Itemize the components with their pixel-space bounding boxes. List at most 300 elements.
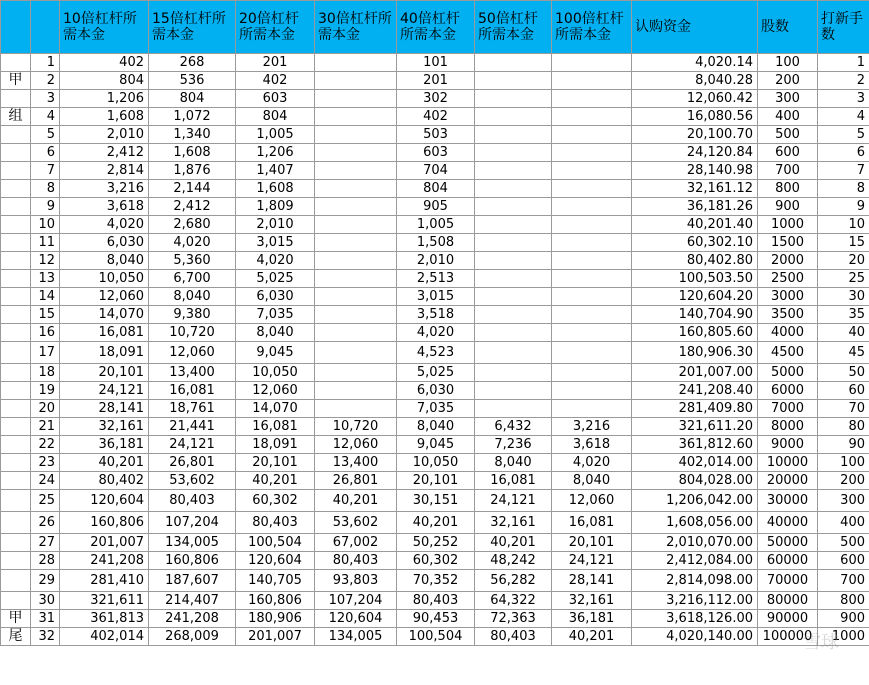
table-cell[interactable]: 7,035 — [397, 400, 475, 418]
table-cell[interactable]: 2,412 — [60, 144, 149, 162]
table-cell[interactable]: 8,040 — [397, 418, 475, 436]
table-cell[interactable]: 281,409.80 — [632, 400, 758, 418]
table-cell[interactable]: 18,091 — [236, 436, 315, 454]
table-cell[interactable]: 107,204 — [315, 592, 397, 610]
table-cell[interactable]: 80,403 — [149, 490, 236, 512]
table-cell[interactable]: 12,060 — [552, 490, 632, 512]
table-cell[interactable]: 3 — [818, 90, 869, 108]
table-cell[interactable]: 90,453 — [397, 610, 475, 628]
table-cell[interactable]: 8 — [818, 180, 869, 198]
table-cell[interactable]: 160,805.60 — [632, 324, 758, 342]
table-cell[interactable] — [315, 54, 397, 72]
group-label-cell[interactable]: 甲 — [1, 610, 31, 628]
table-cell[interactable]: 100 — [818, 454, 869, 472]
table-cell[interactable]: 20,100.70 — [632, 126, 758, 144]
table-cell[interactable] — [315, 216, 397, 234]
table-cell[interactable]: 3,216,112.00 — [632, 592, 758, 610]
table-cell[interactable]: 281,410 — [60, 570, 149, 592]
table-cell[interactable]: 100 — [758, 54, 818, 72]
table-cell[interactable]: 402,014 — [60, 628, 149, 646]
table-cell[interactable]: 50 — [818, 364, 869, 382]
table-cell[interactable]: 160,806 — [60, 512, 149, 534]
table-cell[interactable]: 120,604 — [315, 610, 397, 628]
table-cell[interactable]: 800 — [758, 180, 818, 198]
table-cell[interactable]: 2,010 — [236, 216, 315, 234]
table-cell[interactable] — [475, 306, 552, 324]
table-cell[interactable]: 9000 — [758, 436, 818, 454]
row-index-cell[interactable]: 32 — [31, 628, 60, 646]
table-cell[interactable]: 2 — [818, 72, 869, 90]
table-cell[interactable] — [475, 364, 552, 382]
table-cell[interactable]: 40,201 — [475, 534, 552, 552]
table-cell[interactable]: 50000 — [758, 534, 818, 552]
group-label-cell[interactable] — [1, 144, 31, 162]
header-cell[interactable]: 15倍杠杆所需本金 — [149, 1, 236, 54]
header-cell[interactable] — [31, 1, 60, 54]
table-cell[interactable]: 2,814 — [60, 162, 149, 180]
table-cell[interactable]: 201,007.00 — [632, 364, 758, 382]
table-cell[interactable]: 4,020 — [552, 454, 632, 472]
table-cell[interactable]: 53,602 — [149, 472, 236, 490]
table-cell[interactable]: 10,720 — [315, 418, 397, 436]
row-index-cell[interactable]: 7 — [31, 162, 60, 180]
table-cell[interactable]: 804 — [149, 90, 236, 108]
table-cell[interactable]: 1,809 — [236, 198, 315, 216]
table-cell[interactable]: 600 — [758, 144, 818, 162]
table-cell[interactable]: 1,206 — [60, 90, 149, 108]
table-cell[interactable]: 905 — [397, 198, 475, 216]
table-cell[interactable]: 4500 — [758, 342, 818, 364]
table-cell[interactable]: 2,680 — [149, 216, 236, 234]
group-label-cell[interactable]: 尾 — [1, 628, 31, 646]
table-cell[interactable] — [552, 54, 632, 72]
table-cell[interactable] — [475, 252, 552, 270]
row-index-cell[interactable]: 28 — [31, 552, 60, 570]
table-cell[interactable]: 1500 — [758, 234, 818, 252]
table-cell[interactable]: 201 — [236, 54, 315, 72]
header-cell[interactable]: 打新手数 — [818, 1, 869, 54]
table-cell[interactable] — [552, 180, 632, 198]
table-cell[interactable]: 600 — [818, 552, 869, 570]
table-cell[interactable] — [475, 126, 552, 144]
group-label-cell[interactable] — [1, 234, 31, 252]
table-cell[interactable] — [475, 72, 552, 90]
table-cell[interactable]: 10,050 — [397, 454, 475, 472]
table-cell[interactable]: 10 — [818, 216, 869, 234]
table-cell[interactable] — [475, 144, 552, 162]
table-cell[interactable]: 7,035 — [236, 306, 315, 324]
table-cell[interactable] — [552, 342, 632, 364]
table-cell[interactable]: 45 — [818, 342, 869, 364]
table-cell[interactable]: 30 — [818, 288, 869, 306]
table-cell[interactable]: 268,009 — [149, 628, 236, 646]
table-cell[interactable] — [315, 270, 397, 288]
table-cell[interactable] — [552, 72, 632, 90]
table-cell[interactable]: 24,121 — [60, 382, 149, 400]
table-cell[interactable]: 804 — [397, 180, 475, 198]
table-cell[interactable]: 40 — [818, 324, 869, 342]
table-cell[interactable]: 6,432 — [475, 418, 552, 436]
row-index-cell[interactable]: 18 — [31, 364, 60, 382]
table-cell[interactable]: 10,050 — [236, 364, 315, 382]
table-cell[interactable]: 67,002 — [315, 534, 397, 552]
table-cell[interactable]: 804 — [236, 108, 315, 126]
table-cell[interactable]: 14,070 — [236, 400, 315, 418]
table-cell[interactable]: 25 — [818, 270, 869, 288]
table-cell[interactable]: 241,208.40 — [632, 382, 758, 400]
table-cell[interactable]: 80 — [818, 418, 869, 436]
table-cell[interactable]: 20 — [818, 252, 869, 270]
table-cell[interactable] — [552, 364, 632, 382]
group-label-cell[interactable] — [1, 252, 31, 270]
table-cell[interactable] — [552, 126, 632, 144]
table-cell[interactable]: 2500 — [758, 270, 818, 288]
table-cell[interactable]: 536 — [149, 72, 236, 90]
table-cell[interactable]: 26,801 — [149, 454, 236, 472]
table-cell[interactable]: 1,608 — [236, 180, 315, 198]
row-index-cell[interactable]: 30 — [31, 592, 60, 610]
group-label-cell[interactable]: 组 — [1, 108, 31, 126]
group-label-cell[interactable]: 甲 — [1, 72, 31, 90]
table-cell[interactable]: 60,302 — [397, 552, 475, 570]
table-cell[interactable]: 241,208 — [60, 552, 149, 570]
table-cell[interactable]: 7,236 — [475, 436, 552, 454]
table-cell[interactable]: 3,518 — [397, 306, 475, 324]
table-cell[interactable]: 40,201 — [60, 454, 149, 472]
header-cell[interactable]: 100倍杠杆所需本金 — [552, 1, 632, 54]
table-cell[interactable]: 24,121 — [552, 552, 632, 570]
table-cell[interactable]: 3,618,126.00 — [632, 610, 758, 628]
table-cell[interactable]: 3500 — [758, 306, 818, 324]
table-cell[interactable] — [315, 252, 397, 270]
group-label-cell[interactable] — [1, 512, 31, 534]
table-cell[interactable]: 5,025 — [397, 364, 475, 382]
table-cell[interactable]: 1,608 — [60, 108, 149, 126]
table-cell[interactable]: 16,081 — [236, 418, 315, 436]
table-cell[interactable]: 9 — [818, 198, 869, 216]
table-cell[interactable]: 107,204 — [149, 512, 236, 534]
row-index-cell[interactable]: 6 — [31, 144, 60, 162]
table-cell[interactable]: 8,040.28 — [632, 72, 758, 90]
table-cell[interactable]: 402,014.00 — [632, 454, 758, 472]
row-index-cell[interactable]: 19 — [31, 382, 60, 400]
table-cell[interactable]: 3,618 — [552, 436, 632, 454]
table-cell[interactable]: 187,607 — [149, 570, 236, 592]
table-cell[interactable]: 700 — [818, 570, 869, 592]
header-cell[interactable]: 认购资金 — [632, 1, 758, 54]
table-cell[interactable] — [552, 162, 632, 180]
table-cell[interactable]: 100,504 — [236, 534, 315, 552]
table-cell[interactable] — [552, 216, 632, 234]
table-cell[interactable]: 80,402.80 — [632, 252, 758, 270]
table-cell[interactable] — [475, 234, 552, 252]
table-cell[interactable] — [315, 342, 397, 364]
table-cell[interactable] — [315, 234, 397, 252]
row-index-cell[interactable]: 31 — [31, 610, 60, 628]
table-cell[interactable]: 2,513 — [397, 270, 475, 288]
table-cell[interactable]: 400 — [758, 108, 818, 126]
table-cell[interactable]: 1,876 — [149, 162, 236, 180]
table-cell[interactable]: 80,403 — [315, 552, 397, 570]
table-cell[interactable]: 503 — [397, 126, 475, 144]
row-index-cell[interactable]: 22 — [31, 436, 60, 454]
table-cell[interactable]: 1,608,056.00 — [632, 512, 758, 534]
table-cell[interactable] — [475, 270, 552, 288]
table-cell[interactable]: 40,201 — [315, 490, 397, 512]
table-cell[interactable]: 28,141 — [60, 400, 149, 418]
table-cell[interactable]: 3,216 — [552, 418, 632, 436]
row-index-cell[interactable]: 8 — [31, 180, 60, 198]
table-cell[interactable]: 200 — [758, 72, 818, 90]
table-cell[interactable]: 32,161.12 — [632, 180, 758, 198]
table-cell[interactable]: 56,282 — [475, 570, 552, 592]
table-cell[interactable]: 1,206,042.00 — [632, 490, 758, 512]
table-cell[interactable]: 16,081 — [149, 382, 236, 400]
table-cell[interactable]: 8000 — [758, 418, 818, 436]
table-cell[interactable]: 40,201.40 — [632, 216, 758, 234]
row-index-cell[interactable]: 2 — [31, 72, 60, 90]
group-label-cell[interactable] — [1, 288, 31, 306]
table-cell[interactable] — [552, 198, 632, 216]
group-label-cell[interactable] — [1, 342, 31, 364]
table-cell[interactable]: 40,201 — [552, 628, 632, 646]
table-cell[interactable]: 36,181 — [552, 610, 632, 628]
table-cell[interactable] — [315, 382, 397, 400]
group-label-cell[interactable] — [1, 382, 31, 400]
table-cell[interactable]: 36,181.26 — [632, 198, 758, 216]
row-index-cell[interactable]: 16 — [31, 324, 60, 342]
table-cell[interactable] — [475, 382, 552, 400]
table-cell[interactable]: 2,010 — [397, 252, 475, 270]
table-cell[interactable]: 13,400 — [149, 364, 236, 382]
table-cell[interactable] — [315, 364, 397, 382]
table-cell[interactable]: 201 — [397, 72, 475, 90]
table-cell[interactable]: 321,611.20 — [632, 418, 758, 436]
table-cell[interactable] — [475, 162, 552, 180]
table-cell[interactable]: 13,400 — [315, 454, 397, 472]
table-cell[interactable]: 4,020 — [60, 216, 149, 234]
table-cell[interactable] — [552, 400, 632, 418]
table-cell[interactable]: 10000 — [758, 454, 818, 472]
table-cell[interactable]: 140,704.90 — [632, 306, 758, 324]
group-label-cell[interactable] — [1, 552, 31, 570]
table-cell[interactable] — [475, 54, 552, 72]
table-cell[interactable]: 201,007 — [236, 628, 315, 646]
table-cell[interactable]: 2,010,070.00 — [632, 534, 758, 552]
table-cell[interactable]: 14,070 — [60, 306, 149, 324]
table-cell[interactable]: 53,602 — [315, 512, 397, 534]
table-cell[interactable]: 1,072 — [149, 108, 236, 126]
table-cell[interactable] — [475, 288, 552, 306]
group-label-cell[interactable] — [1, 454, 31, 472]
table-cell[interactable]: 804,028.00 — [632, 472, 758, 490]
table-cell[interactable]: 3,216 — [60, 180, 149, 198]
row-index-cell[interactable]: 15 — [31, 306, 60, 324]
group-label-cell[interactable] — [1, 570, 31, 592]
table-cell[interactable]: 40,201 — [397, 512, 475, 534]
table-cell[interactable] — [475, 198, 552, 216]
table-cell[interactable]: 32,161 — [475, 512, 552, 534]
table-cell[interactable]: 400 — [818, 512, 869, 534]
table-cell[interactable]: 50,252 — [397, 534, 475, 552]
table-cell[interactable]: 402 — [236, 72, 315, 90]
table-cell[interactable]: 200 — [818, 472, 869, 490]
table-cell[interactable]: 4,020 — [236, 252, 315, 270]
table-cell[interactable]: 21,441 — [149, 418, 236, 436]
group-label-cell[interactable] — [1, 270, 31, 288]
table-cell[interactable]: 32,161 — [60, 418, 149, 436]
group-label-cell[interactable] — [1, 418, 31, 436]
table-cell[interactable]: 268 — [149, 54, 236, 72]
table-cell[interactable] — [552, 288, 632, 306]
group-label-cell[interactable] — [1, 54, 31, 72]
table-cell[interactable]: 10,050 — [60, 270, 149, 288]
table-cell[interactable] — [552, 270, 632, 288]
table-cell[interactable]: 120,604.20 — [632, 288, 758, 306]
header-cell[interactable]: 40倍杠杆所需本金 — [397, 1, 475, 54]
table-cell[interactable]: 120,604 — [60, 490, 149, 512]
table-cell[interactable]: 5,360 — [149, 252, 236, 270]
table-cell[interactable]: 18,761 — [149, 400, 236, 418]
table-cell[interactable]: 361,812.60 — [632, 436, 758, 454]
table-cell[interactable]: 6,030 — [236, 288, 315, 306]
table-cell[interactable] — [475, 90, 552, 108]
table-cell[interactable]: 16,081 — [475, 472, 552, 490]
table-cell[interactable]: 93,803 — [315, 570, 397, 592]
table-cell[interactable]: 4000 — [758, 324, 818, 342]
table-cell[interactable]: 700 — [758, 162, 818, 180]
row-index-cell[interactable]: 21 — [31, 418, 60, 436]
table-cell[interactable]: 70000 — [758, 570, 818, 592]
table-cell[interactable]: 60,302.10 — [632, 234, 758, 252]
table-cell[interactable]: 2,412 — [149, 198, 236, 216]
table-cell[interactable]: 800 — [818, 592, 869, 610]
header-cell[interactable]: 股数 — [758, 1, 818, 54]
table-cell[interactable]: 10,720 — [149, 324, 236, 342]
row-index-cell[interactable]: 23 — [31, 454, 60, 472]
table-cell[interactable]: 300 — [818, 490, 869, 512]
table-cell[interactable]: 2,010 — [60, 126, 149, 144]
group-label-cell[interactable] — [1, 364, 31, 382]
table-cell[interactable] — [315, 324, 397, 342]
table-cell[interactable]: 201,007 — [60, 534, 149, 552]
table-cell[interactable] — [475, 324, 552, 342]
table-cell[interactable]: 500 — [758, 126, 818, 144]
group-label-cell[interactable] — [1, 592, 31, 610]
table-cell[interactable] — [315, 90, 397, 108]
table-cell[interactable]: 60,302 — [236, 490, 315, 512]
group-label-cell[interactable] — [1, 126, 31, 144]
row-index-cell[interactable]: 14 — [31, 288, 60, 306]
table-cell[interactable]: 3,618 — [60, 198, 149, 216]
table-cell[interactable] — [315, 144, 397, 162]
table-cell[interactable]: 704 — [397, 162, 475, 180]
table-cell[interactable]: 402 — [397, 108, 475, 126]
row-index-cell[interactable]: 9 — [31, 198, 60, 216]
group-label-cell[interactable] — [1, 400, 31, 418]
table-cell[interactable]: 20,101 — [236, 454, 315, 472]
table-cell[interactable]: 8,040 — [236, 324, 315, 342]
table-cell[interactable]: 1,206 — [236, 144, 315, 162]
table-cell[interactable]: 2000 — [758, 252, 818, 270]
table-cell[interactable]: 18,091 — [60, 342, 149, 364]
table-cell[interactable]: 100,504 — [397, 628, 475, 646]
table-cell[interactable]: 3,015 — [236, 234, 315, 252]
row-index-cell[interactable]: 5 — [31, 126, 60, 144]
table-cell[interactable]: 302 — [397, 90, 475, 108]
table-cell[interactable]: 35 — [818, 306, 869, 324]
group-label-cell[interactable] — [1, 90, 31, 108]
table-cell[interactable]: 4,020.14 — [632, 54, 758, 72]
table-cell[interactable]: 60 — [818, 382, 869, 400]
table-cell[interactable] — [315, 162, 397, 180]
table-cell[interactable]: 16,080.56 — [632, 108, 758, 126]
table-cell[interactable]: 40000 — [758, 512, 818, 534]
table-cell[interactable] — [315, 288, 397, 306]
row-index-cell[interactable]: 3 — [31, 90, 60, 108]
table-cell[interactable]: 6,030 — [397, 382, 475, 400]
table-cell[interactable] — [552, 90, 632, 108]
table-cell[interactable]: 70 — [818, 400, 869, 418]
table-cell[interactable] — [475, 180, 552, 198]
table-cell[interactable]: 5000 — [758, 364, 818, 382]
row-index-cell[interactable]: 29 — [31, 570, 60, 592]
table-cell[interactable]: 180,906 — [236, 610, 315, 628]
table-cell[interactable]: 8,040 — [475, 454, 552, 472]
table-cell[interactable]: 214,407 — [149, 592, 236, 610]
table-cell[interactable]: 30000 — [758, 490, 818, 512]
table-cell[interactable]: 36,181 — [60, 436, 149, 454]
group-label-cell[interactable] — [1, 472, 31, 490]
table-cell[interactable]: 6,030 — [60, 234, 149, 252]
table-cell[interactable]: 8,040 — [149, 288, 236, 306]
table-cell[interactable]: 20,101 — [60, 364, 149, 382]
table-cell[interactable]: 90000 — [758, 610, 818, 628]
table-cell[interactable]: 2,814,098.00 — [632, 570, 758, 592]
table-cell[interactable]: 26,801 — [315, 472, 397, 490]
table-cell[interactable]: 3,015 — [397, 288, 475, 306]
table-cell[interactable]: 7 — [818, 162, 869, 180]
table-cell[interactable]: 7000 — [758, 400, 818, 418]
table-cell[interactable] — [475, 216, 552, 234]
group-label-cell[interactable] — [1, 436, 31, 454]
table-cell[interactable]: 2,412,084.00 — [632, 552, 758, 570]
row-index-cell[interactable]: 27 — [31, 534, 60, 552]
table-cell[interactable]: 20,101 — [397, 472, 475, 490]
table-cell[interactable] — [315, 126, 397, 144]
header-cell[interactable]: 30倍杠杆所需本金 — [315, 1, 397, 54]
table-cell[interactable]: 100000 — [758, 628, 818, 646]
table-cell[interactable]: 1000 — [818, 628, 869, 646]
table-cell[interactable]: 9,045 — [397, 436, 475, 454]
table-cell[interactable]: 900 — [818, 610, 869, 628]
table-cell[interactable] — [552, 108, 632, 126]
table-cell[interactable]: 6 — [818, 144, 869, 162]
table-cell[interactable]: 5 — [818, 126, 869, 144]
table-cell[interactable]: 134,005 — [315, 628, 397, 646]
table-cell[interactable]: 32,161 — [552, 592, 632, 610]
row-index-cell[interactable]: 13 — [31, 270, 60, 288]
row-index-cell[interactable]: 11 — [31, 234, 60, 252]
table-cell[interactable]: 160,806 — [236, 592, 315, 610]
table-cell[interactable]: 8,040 — [552, 472, 632, 490]
table-cell[interactable] — [552, 324, 632, 342]
table-cell[interactable]: 12,060 — [236, 382, 315, 400]
table-cell[interactable]: 500 — [818, 534, 869, 552]
table-cell[interactable]: 6000 — [758, 382, 818, 400]
table-cell[interactable]: 4,523 — [397, 342, 475, 364]
table-cell[interactable]: 24,121 — [475, 490, 552, 512]
